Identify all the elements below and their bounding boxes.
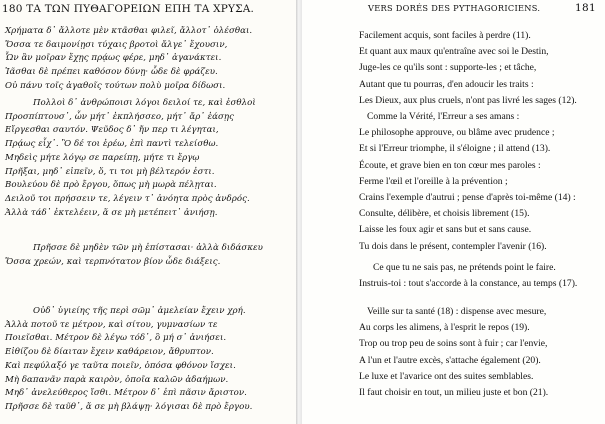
greek-verse-line: Πρῆσσε δὲ ταῦθ᾿, ἅ σε μὴ βλάψῃ· λόγισαι δὲ πρὸ ἔργου.: [5, 401, 253, 412]
greek-verse-line: Δειλοῦ τοι πρήσσειν τε, λέγειν τ᾿ ἀνόητα πρὸς ἀνδρός.: [5, 193, 250, 204]
left-page-number: 180: [2, 3, 23, 15]
greek-verse-line: Μηδ᾿ ἀνελεύθερος ἴσθι. Μέτρον δ᾿ ἐπὶ πᾶσιν ἄριστον.: [5, 388, 247, 399]
left-page-greek: [0, 0, 296, 424]
french-verse-line: Au corps les alimens, à l'esprit le repos (19).: [359, 322, 530, 334]
greek-verse-line: Ὅσσα χρεών, καὶ τερπνότατον βίον ὧδε διάξεις.: [5, 256, 221, 267]
greek-verse-line: Ἀλλὰ τάδ᾿ ἐκτελέειν, ἅ σε μὴ μετέπειτ᾿ ἀνιήσῃ.: [5, 207, 218, 218]
french-verse-line: Ce que tu ne sais pas, ne prétends point le faire.: [373, 262, 556, 273]
french-verse-line: Laisse les foux agir et sans but et sans cause.: [359, 224, 532, 236]
greek-verse-line: Οὐ πάνυ τοῖς ἀγαθοῖς τούτων πολὺ μοῖρα δίδωσι.: [5, 80, 226, 91]
greek-verse-line: Ποιεῖσθαι. Μέτρον δὲ λέγω τόδ᾿, ὃ μή σ᾿ ἀνιήσει.: [5, 333, 227, 344]
greek-verse-line: Βουλεύου δὲ πρὸ ἔργου, ὅπως μὴ μωρὰ πέλῃται.: [5, 180, 217, 191]
greek-verse-line: Χρήματα δ᾿ ἄλλοτε μὲν κτᾶσθαι φιλεῖ, ἄλλοτ᾿ ὀλέσθαι.: [5, 26, 253, 36]
french-verse-line: Il faut choisir en tout, un milieu juste et bon (21).: [359, 387, 549, 398]
left-page-title: ΤΑ ΤΩΝ ΠΥΘΑΓΟΡΕΙΩΝ ΕΠΗ ΤΑ ΧΡΥΣΑ.: [26, 3, 255, 15]
french-verse-line: Tu dois dans le présent, contempler l'avenir (16).: [359, 240, 547, 252]
greek-verse-line: Προσπίπτουσ᾿, ὧν μήτ᾿ ἐκπλήσσεο, μήτ᾿ ἄρ᾿ ἐάσῃς: [5, 111, 234, 122]
greek-verse-line: Πρῆσσε δὲ μηδὲν τῶν μὴ ἐπίστασαι· ἀλλὰ διδάσκευ: [33, 243, 263, 253]
french-verse-line: Veille sur ta santé (18) : dispense avec mesure,: [367, 306, 547, 317]
greek-verse-line: Ἰᾶσθαι δὲ πρέπει καθόσον δύνῃ· ὧδε δὲ φράζευ.: [5, 67, 218, 78]
french-verse-line: Trop ou trop peu de soins sont à fuir ; car l'envie,: [359, 338, 548, 350]
greek-verse-line: Καὶ πεφύλαξό γε ταῦτα ποιεῖν, ὁπόσα φθόνον ἴσχει.: [5, 360, 236, 371]
french-verse-line: Écoute, et grave bien en ton cœur mes paroles :: [359, 159, 541, 171]
french-verse-line: Et si l'Erreur triomphe, il s'éloigne ; il attend (13).: [359, 143, 551, 155]
greek-verse-line: Ἀλλὰ ποτοῦ τε μέτρον, καὶ σίτου, γυμνασίων τε: [5, 319, 218, 330]
greek-verse-line: Πρῆξαι, μηδ᾿ εἰπεῖν, ὅ, τι τοι μὴ βέλτερόν ἐστι.: [5, 166, 215, 177]
greek-verse-line: Ὧν ἂν μοῖραν ἔχῃς πρᾴως φέρε, μηδ᾿ ἀγανάκτει.: [5, 53, 222, 64]
greek-verse-line: Πρᾴως εἶχ᾿. Ὃ δέ τοι ἐρέω, ἐπὶ παντὶ τελείσθω.: [5, 139, 219, 150]
greek-verse-line: Εἰθίζου δὲ δίαιταν ἔχειν καθάρειον, ἄθρυπτον.: [5, 347, 214, 358]
french-verse-line: Instruis-toi : tout s'accorde à la constance, au temps (17).: [359, 278, 578, 290]
french-verse-line: Le luxe et l'avarice ont des suites semblables.: [359, 370, 534, 382]
greek-verse-line: Οὐδ᾿ ὑγιείης τῆς περὶ σῶμ᾿ ἀμελείαν ἔχειν χρή.: [33, 306, 246, 316]
left-page-header: [2, 3, 254, 15]
french-verse-line: A l'un et l'autre excès, s'attache également (20).: [359, 354, 541, 366]
french-verse-line: Comme la Vérité, l'Erreur a ses amans :: [367, 111, 520, 122]
french-verse-line: Crains l'exemple d'autrui ; pense d'après toi-même (14) :: [359, 192, 576, 203]
french-verse-line: Et quant aux maux qu'entraîne avec soi le Destin,: [359, 46, 549, 58]
french-verse-line: Le philosophe approuve, ou blâme avec prudence ;: [359, 127, 555, 139]
right-page-number: 181: [575, 2, 596, 14]
right-page-header: [368, 3, 596, 13]
right-page-french: [302, 0, 605, 424]
right-page-title: VERS DORÉS DES PYTHAGORICIENS.: [368, 3, 541, 13]
greek-verse-line: Μὴ δαπανᾶν παρὰ καιρὸν, ὁποῖα καλῶν ἀδαήμων.: [5, 374, 229, 385]
french-verse-line: Consulte, délibère, et choisis librement (15).: [359, 208, 530, 220]
french-verse-line: Les Dieux, aux plus cruels, n'ont pas livré les sages (12).: [359, 94, 577, 106]
french-verse-line: Facilement acquis, sont faciles à perdre (11).: [359, 30, 531, 41]
greek-verse-line: Μηδεὶς μήτε λόγῳ σε παρείπῃ, μήτε τι ἔργῳ: [5, 152, 200, 163]
french-verse-line: Autant que tu pourras, d'en adoucir les traits :: [359, 78, 534, 90]
greek-verse-line: Εἴργεσθαι σαυτόν. Ψεῦδος δ᾿ ἤν περ τι λέγηται,: [5, 125, 219, 136]
french-verse-line: Ferme l'œil et l'oreille à la prévention ;: [359, 175, 508, 187]
greek-verse-line: Ὅσσα τε δαιμονίῃσι τύχαις βροτοὶ ἄλγε᾿ ἔχουσιν,: [5, 39, 228, 50]
french-verse-line: Juge-les ce qu'ils sont : supporte-les ; et tâche,: [359, 62, 537, 74]
greek-verse-line: Πολλοὶ δ᾿ ἀνθρώποισι λόγοι δειλοί τε, καὶ ἐσθλοὶ: [33, 98, 256, 108]
